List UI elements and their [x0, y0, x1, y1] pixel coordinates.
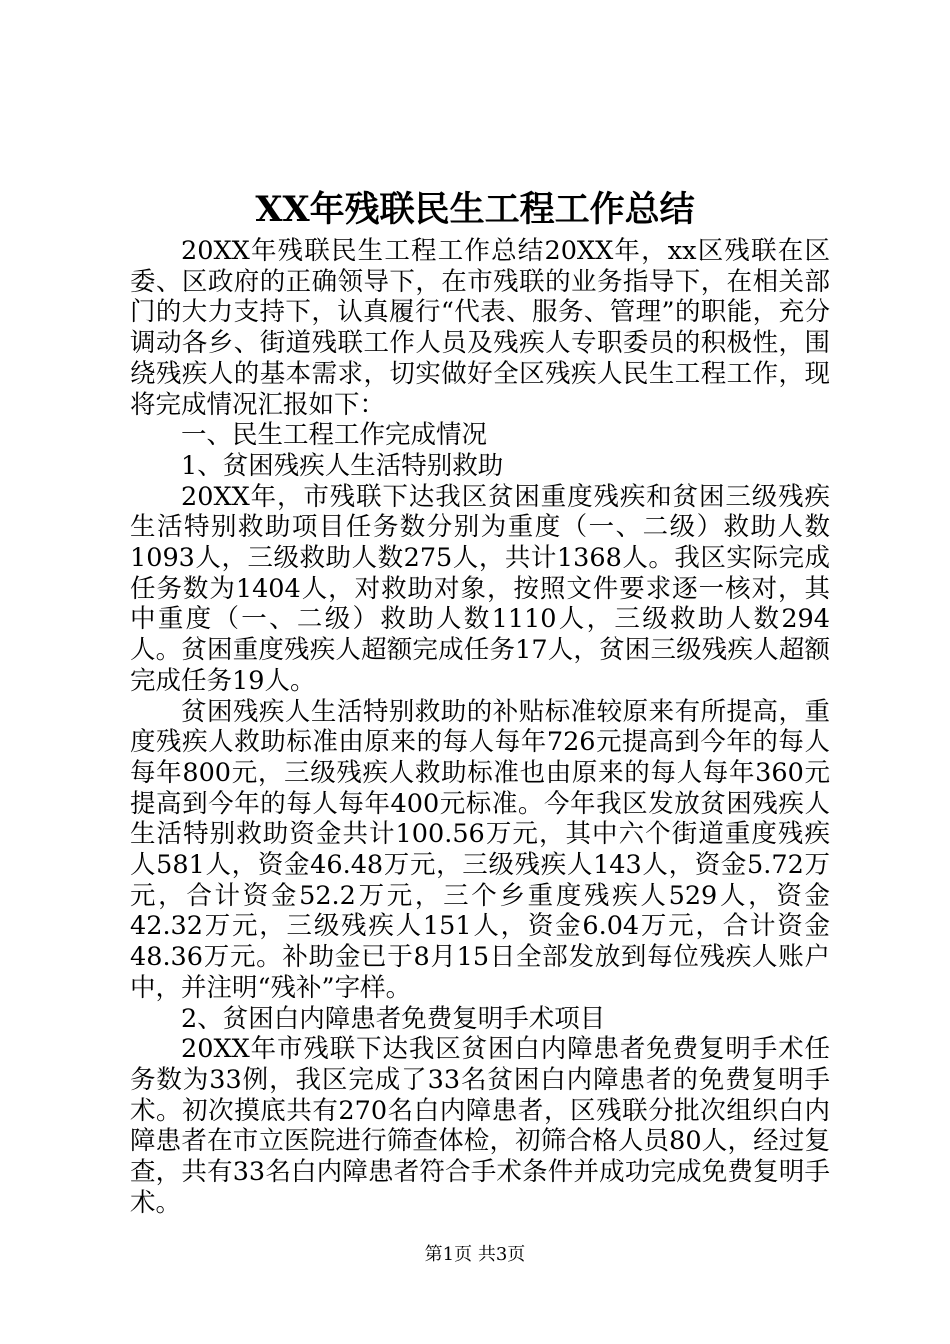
document-body	[130, 236, 830, 1219]
subsection-heading: 2、贫困白内障患者免费复明手术项目	[181, 1003, 606, 1034]
body-paragraph: 20XX年市残联下达我区贫困白内障患者免费复明手术任务数为33例，我区完成了33名贫困白内障患者的免费复明手术。初次摸底共有270名白内障患者，区残联分批次组织白内障患者在市立医院进行筛查体检，初筛合格人员80人，经过复查，共有33名白内障患者符合手术条件并成功完成免费复明手术。	[130, 1034, 830, 1218]
document-title: XX年残联民生工程工作总结	[255, 189, 695, 230]
subsection-heading: 1、贫困残疾人生活特别救助	[181, 450, 504, 481]
page-footer: 第1页 共3页	[424, 1244, 526, 1265]
intro-paragraph: 20XX年残联民生工程工作总结20XX年，xx区残联在区委、区政府的正确领导下，在市残联的业务指导下，在相关部门的大力支持下，认真履行“代表、服务、管理”的职能，充分调动各乡、街道残联工作人员及残疾人专职委员的积极性，围绕残疾人的基本需求，切实做好全区残疾人民生工程工作，现将完成情况汇报如下：	[130, 236, 830, 420]
body-paragraph: 贫困残疾人生活特别救助的补贴标准较原来有所提高，重度残疾人救助标准由原来的每人每年726元提高到今年的每人每年800元，三级残疾人救助标准也由原来的每人每年360元提高到今年的每人每年400元标准。今年我区发放贫困残疾人生活特别救助资金共计100.56万元，其中六个街道重度残疾人581人，资金46.48万元，三级残疾人143人，资金5.72万元，合计资金52.2万元，三个乡重度残疾人529人，资金42.32万元，三级残疾人151人，资金6.04万元，合计资金48.36万元。补助金已于8月15日全部发放到每位残疾人账户中，并注明“残补”字样。	[130, 696, 830, 1003]
section-heading: 一、民生工程工作完成情况	[181, 420, 488, 451]
body-paragraph: 20XX年，市残联下达我区贫困重度残疾和贫困三级残疾生活特别救助项目任务数分别为重度（一、二级）救助人数1093人，三级救助人数275人，共计1368人。我区实际完成任务数为1404人，对救助对象，按照文件要求逐一核对，其中重度（一、二级）救助人数1110人，三级救助人数294人。贫困重度残疾人超额完成任务17人，贫困三级残疾人超额完成任务19人。	[130, 481, 830, 696]
